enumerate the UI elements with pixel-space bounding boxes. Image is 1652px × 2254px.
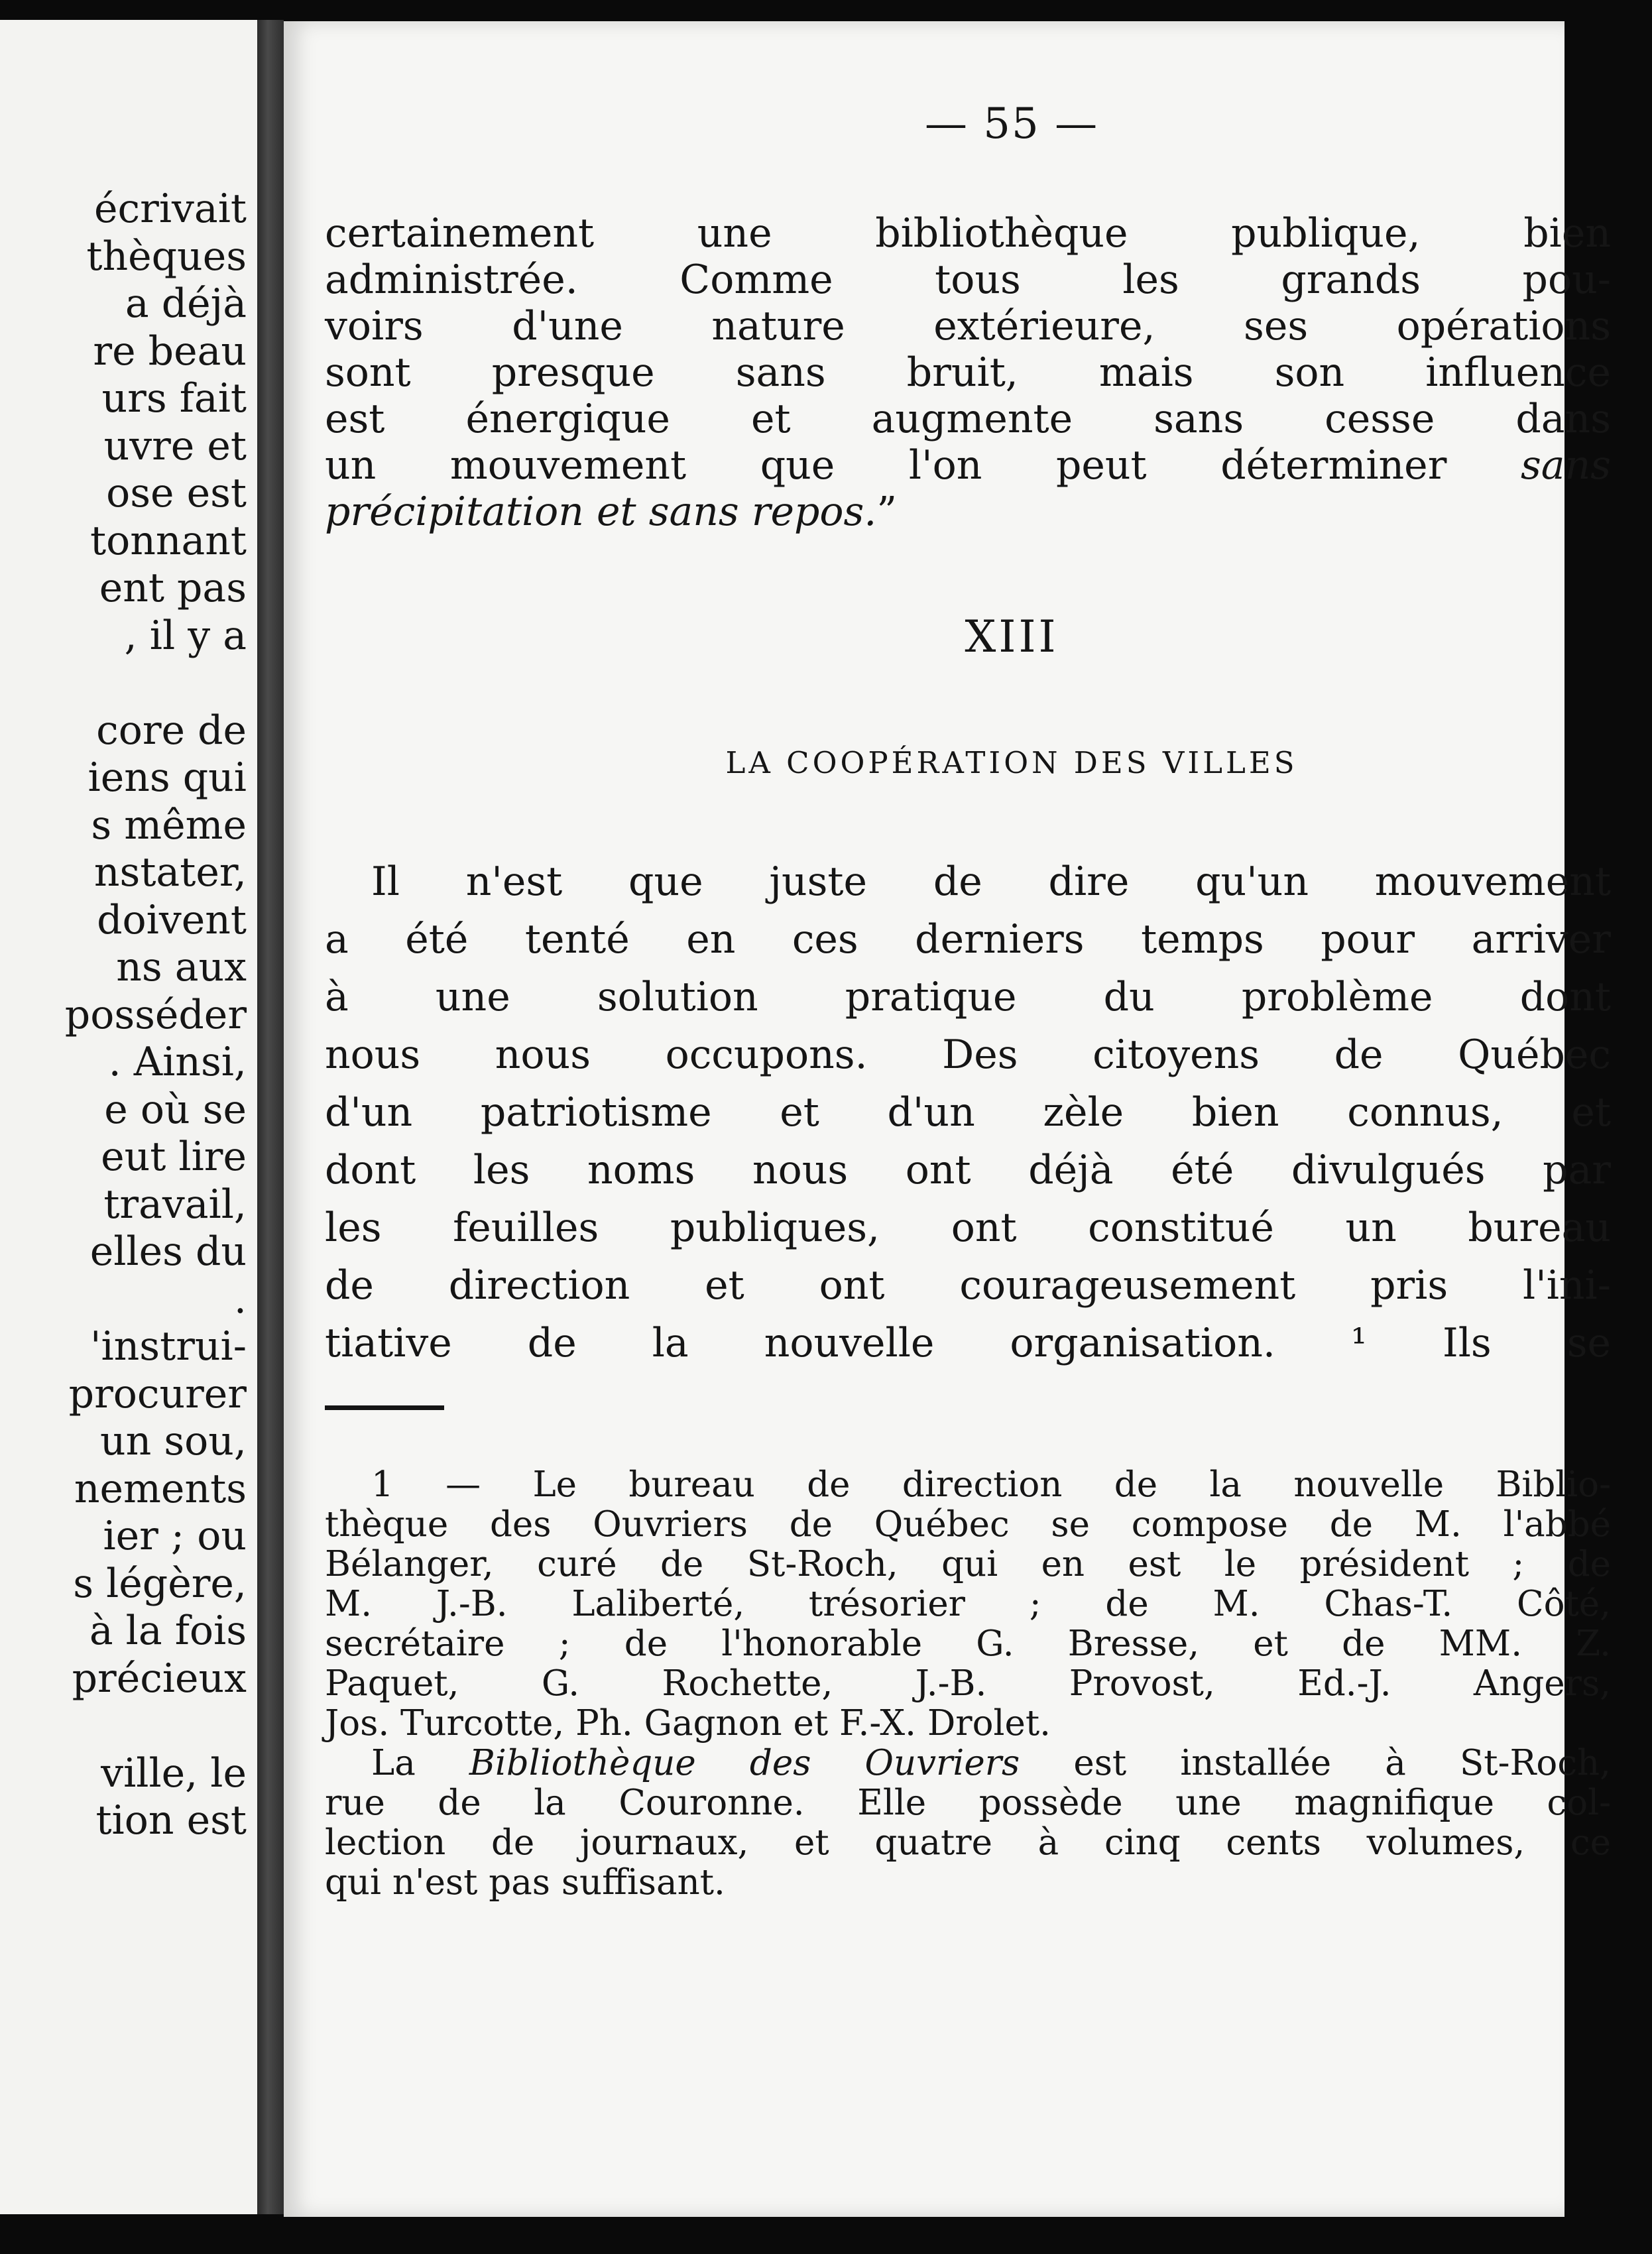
book-page <box>284 21 1611 2217</box>
footnote-line: Paquet, G. Rochette, J.-B. Provost, Ed.-J. Angers, <box>325 1663 1611 1704</box>
text-line: administrée. Comme tous les grands pou- <box>325 257 1611 303</box>
text-line: tiative de la nouvelle organisation. ¹ Ils se <box>325 1320 1611 1366</box>
previous-page-line: re beau <box>93 327 247 375</box>
text-line: a été tenté en ces derniers temps pour arriver <box>325 916 1611 963</box>
previous-page-line: . <box>233 1275 247 1323</box>
previous-page-line: iens qui <box>88 754 247 801</box>
footnote-line: 1 — Le bureau de direction de la nouvelle Biblio- <box>371 1464 1611 1505</box>
footnote-line: Jos. Turcotte, Ph. Gagnon et F.-X. Drolet. <box>325 1703 1051 1744</box>
footnote-line: thèque des Ouvriers de Québec se compose de M. l'abbé <box>325 1504 1611 1545</box>
previous-page-line: tonnant <box>89 517 247 564</box>
previous-page-line: ent pas <box>99 565 247 611</box>
section-number: XIII <box>965 611 1059 662</box>
italic-text: sans <box>1521 442 1611 489</box>
text-line: dont les noms nous ont déjà été divulgués par <box>325 1147 1611 1193</box>
text-line: les feuilles publiques, ont constitué un bureau <box>325 1205 1611 1251</box>
text-segment: un mouvement que l'on peut déterminer <box>325 442 1447 489</box>
previous-page-line: ose est <box>106 470 247 516</box>
footnote <box>325 1465 1611 1903</box>
italic-text: Bibliothèque des Ouvriers <box>469 1743 1020 1783</box>
previous-page-line: . Ainsi, <box>108 1039 247 1085</box>
previous-page-line: ier ; ou <box>103 1513 247 1559</box>
text-segment: La <box>371 1743 416 1783</box>
previous-page-line: doivent <box>97 896 247 943</box>
previous-page-text <box>65 186 247 1845</box>
italic-text: précipitation et sans repos. <box>325 489 877 535</box>
text-line: est énergique et augmente sans cesse dans <box>325 396 1611 442</box>
previous-page-line: , il y a <box>124 612 247 659</box>
previous-page-line: travail, <box>103 1181 247 1228</box>
previous-page-line: 'instrui- <box>89 1323 247 1370</box>
footnote-line: M. J.-B. Laliberté, trésorier ; de M. Chas-T. Côté, <box>325 1584 1611 1624</box>
text-line: sont presque sans bruit, mais son influence <box>325 349 1611 396</box>
previous-page-line: uvre et <box>103 422 247 469</box>
footnote-line: secrétaire ; de l'honorable G. Bresse, et de MM. Z. <box>325 1624 1611 1664</box>
text-line: certainement une bibliothèque publique, bien <box>325 210 1611 257</box>
previous-page-fragment <box>0 20 257 2214</box>
text-line <box>325 442 1611 489</box>
previous-page-line: eut lire <box>101 1134 247 1180</box>
footnote-line <box>325 1744 1611 1783</box>
page-number: — 55 — <box>924 99 1099 148</box>
previous-page-line: s même <box>91 801 247 849</box>
previous-page-line <box>65 1702 247 1750</box>
previous-page-line <box>65 660 247 707</box>
footnote-line: qui n'est pas suffisant. <box>325 1862 725 1903</box>
previous-page-line: tion est <box>95 1797 247 1844</box>
intro-paragraph <box>325 210 1611 535</box>
section-title: LA COOPÉRATION DES VILLES <box>725 745 1298 780</box>
text-line: à une solution pratique du problème dont <box>325 974 1611 1020</box>
previous-page-line: core de <box>96 707 247 754</box>
book-spine-shadow <box>257 20 284 2214</box>
text-line: nous nous occupons. Des citoyens de Québec <box>325 1032 1611 1078</box>
previous-page-line: écrivait <box>94 186 247 232</box>
previous-page-line: s légère, <box>73 1560 247 1607</box>
previous-page-line: elles du <box>89 1228 247 1275</box>
previous-page-line: ns aux <box>116 944 247 990</box>
text-line: Il n'est que juste de dire qu'un mouvement <box>371 859 1611 905</box>
previous-page-line: un sou, <box>100 1418 247 1464</box>
previous-page-line: procurer <box>68 1370 247 1417</box>
previous-page-line: nstater, <box>93 849 247 896</box>
previous-page-line: urs fait <box>101 375 247 422</box>
previous-page-line: a déjà <box>125 280 247 327</box>
text-segment: est installée à St-Roch, <box>1073 1743 1611 1783</box>
footnote-line: Bélanger, curé de St-Roch, qui en est le président ; de <box>325 1544 1611 1584</box>
footnote-line: rue de la Couronne. Elle possède une magnifique col- <box>325 1783 1611 1823</box>
previous-page-line: nements <box>74 1465 247 1512</box>
previous-page-line: précieux <box>72 1655 247 1702</box>
footnote-divider <box>325 1405 444 1410</box>
previous-page-line: e où se <box>104 1086 247 1133</box>
previous-page-line: ville, le <box>101 1750 247 1797</box>
text-line: voirs d'une nature extérieure, ses opérations <box>325 303 1611 349</box>
closing-quote: ” <box>876 489 898 535</box>
previous-page-line: thèques <box>86 233 247 280</box>
text-line <box>325 489 1611 535</box>
text-line: de direction et ont courageusement pris l'ini- <box>325 1262 1611 1309</box>
text-line: d'un patriotisme et d'un zèle bien connus, et <box>325 1089 1611 1136</box>
footnote-line: lection de journaux, et quatre à cinq cents volumes, ce <box>325 1822 1611 1863</box>
previous-page-line: posséder <box>64 991 247 1038</box>
previous-page-line: à la fois <box>89 1608 247 1654</box>
main-paragraph <box>325 853 1611 1372</box>
